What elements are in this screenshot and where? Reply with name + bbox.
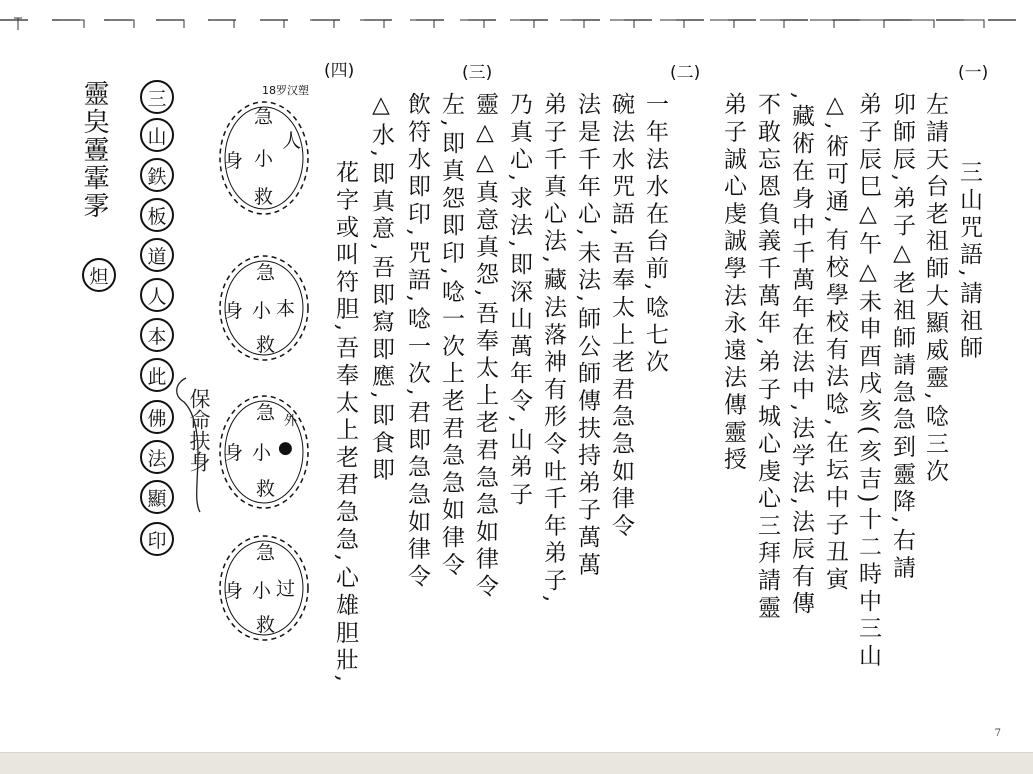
text-column: 三山咒語,請祖師 — [956, 160, 982, 363]
title-seal-column — [136, 80, 176, 580]
text-column: 弟子辰巳△午△未申酉戌亥(亥吉)十二時中三山 — [855, 92, 881, 671]
amulet — [214, 530, 314, 646]
amulet-char-left: 身 — [224, 442, 244, 464]
amulet-char-right: 人 — [282, 130, 302, 152]
seal-char: 道 — [140, 238, 174, 272]
seal-char: 本 — [140, 318, 174, 352]
text-column: 卯師辰,弟子△老祖師請急急到靈降,右請 — [889, 92, 915, 583]
charm-glyphs: 靈㚖霻䨣雺 — [79, 80, 109, 220]
amulet — [214, 390, 314, 514]
page-bottom-edge — [0, 752, 1033, 774]
amulet-char-mid: 小 — [252, 300, 272, 322]
section-number-3: (三) — [462, 63, 493, 83]
text-column: △水,即真意,吾即寫即應,即食即 — [368, 92, 394, 485]
text-column: 飲符水即印,咒語,唸一次,君即急急如律令 — [404, 92, 430, 591]
amulet-char-right: 过 — [276, 578, 296, 600]
amulet-char-bottom: 救 — [256, 614, 276, 636]
section-number-1: (一) — [958, 63, 989, 83]
amulet-char-bottom: 救 — [256, 478, 276, 500]
section-number-4: (四) — [324, 61, 355, 81]
text-column: 花字或叫符胆,吾奉太上老君急急,心雄胆壯, — [332, 160, 358, 687]
amulet-char-left: 身 — [224, 580, 244, 602]
seal-char: 人 — [140, 278, 174, 312]
amulet-char-top: 急 — [254, 106, 274, 128]
seal-char: 三 — [140, 80, 174, 114]
text-column: 靈△△真意真怨,吾奉太上老君急急如律令 — [472, 92, 498, 602]
amulet — [214, 96, 314, 220]
amulet-char-left: 身 — [224, 150, 244, 172]
amulet — [214, 250, 314, 366]
seal-char: 佛 — [140, 400, 174, 434]
text-column: 乃真心,求法,即深山萬年令,山弟子 — [506, 92, 532, 510]
text-column: 不敢忘恩負義千萬年,弟子城心虔心三拜請靈 — [754, 92, 780, 623]
page-number: 7 — [994, 728, 1001, 739]
amulet-char-left: 身 — [224, 300, 244, 322]
seal-char: 印 — [140, 522, 174, 556]
seal-char: 顯 — [140, 480, 174, 514]
text-column: 左請天台老祖師大顯威靈,唸三次 — [922, 92, 948, 486]
charm-seal: 炟 — [82, 258, 116, 292]
amulet-char-bottom: 救 — [256, 334, 276, 356]
seal-char: 山 — [140, 118, 174, 152]
amulet-char-right: 本 — [276, 298, 296, 320]
text-column: 法是千年心,未法,師公師傳扶持弟子萬萬 — [574, 92, 600, 580]
text-column — [702, 240, 732, 287]
text-column: 碗法水咒語,吾奉太上老君急急如律令 — [608, 92, 634, 541]
amulet-char-top: 急 — [256, 542, 276, 564]
amulet-char-mid: 小 — [254, 148, 274, 170]
text-column: 左,即真怨即印,唸一次上老君急急如律令 — [438, 92, 464, 580]
bracket-mark — [172, 372, 212, 522]
text-column: ,藏術在身中千萬年在法中,法学法,法辰有傳 — [788, 92, 814, 619]
text-column: 弟子誠心虔誠學法永遠法傳靈授 — [720, 92, 746, 475]
perforation-edge — [0, 12, 1033, 34]
amulet-char-mid: 小 — [252, 442, 272, 464]
seal-char: 此 — [140, 358, 174, 392]
amulet-char-top: 急 — [256, 402, 276, 424]
bracket-note: 保命扶身 — [187, 388, 211, 472]
amulet-char-mid: 小 — [252, 580, 272, 602]
text-column: 一年法水在台前,唸七次 — [642, 92, 668, 377]
seal-char: 法 — [140, 440, 174, 474]
amulet-char-top: 急 — [256, 262, 276, 284]
seal-char: 板 — [140, 198, 174, 232]
seal-char: 鉄 — [140, 158, 174, 192]
text-column: △,術可通,有校學校有法唸,在坛中子丑寅 — [822, 92, 848, 594]
amulet-char-right: ● — [278, 438, 293, 458]
amulet-char-bottom: 救 — [254, 186, 274, 208]
text-column: 弟子千真心法,藏法落神有形令吐千年弟子, — [540, 92, 566, 607]
section-number-2: (二) — [670, 63, 701, 83]
side-mark: 外 — [284, 414, 298, 429]
arhat-label: 18罗汉塑 — [262, 84, 309, 97]
